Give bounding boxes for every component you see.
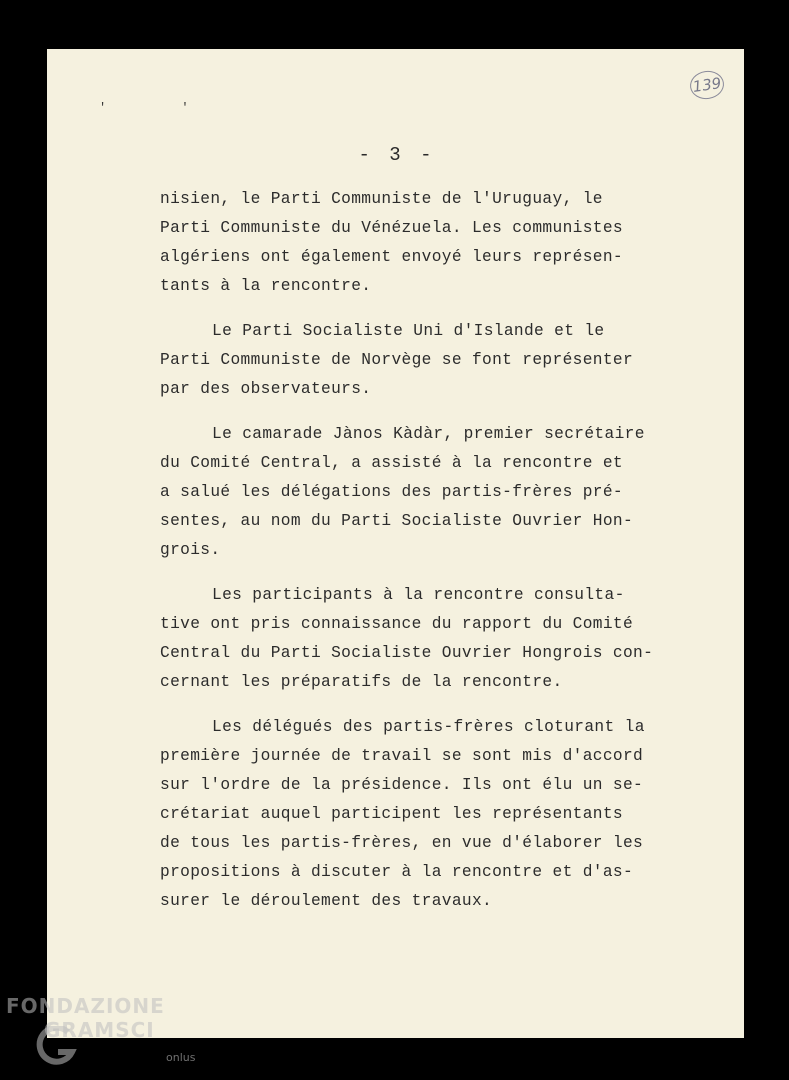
text-line: cernant les préparatifs de la rencontre. — [160, 673, 563, 691]
text-line: crétariat auquel participent les représentants — [160, 805, 623, 823]
text-line: Central du Parti Socialiste Ouvrier Hongrois con- — [160, 644, 654, 662]
text-line: première journée de travail se sont mis d'accord — [160, 747, 644, 765]
page-number: - 3 - — [358, 144, 436, 166]
text-line: algériens ont également envoyé leurs représen- — [160, 248, 623, 266]
text-line: grois. — [160, 541, 221, 559]
watermark-line-1: FONDAZIONE — [6, 994, 165, 1018]
text-line: propositions à discuter à la rencontre et d'as- — [160, 863, 634, 881]
text-line: nisien, le Parti Communiste de l'Uruguay, le — [160, 190, 603, 208]
text-line: tive ont pris connaissance du rapport du Comité — [160, 615, 634, 633]
text-line: sentes, au nom du Parti Socialiste Ouvrier Hon- — [160, 512, 634, 530]
text-line: Le camarade Jànos Kàdàr, premier secrétaire — [212, 425, 645, 443]
text-line: a salué les délégations des partis-frères pré- — [160, 483, 623, 501]
paragraph — [160, 317, 680, 404]
gramsci-logo-icon — [34, 1026, 78, 1066]
text-line: Le Parti Socialiste Uni d'Islande et le — [212, 322, 605, 340]
archive-number-stamp: 139 — [688, 69, 726, 101]
text-line: tants à la rencontre. — [160, 277, 372, 295]
paragraph — [160, 420, 680, 565]
body-text — [160, 185, 680, 932]
text-line: du Comité Central, a assisté à la rencontre et — [160, 454, 623, 472]
text-line: Les délégués des partis-frères cloturant la — [212, 718, 645, 736]
paragraph — [160, 713, 680, 916]
document-page — [47, 49, 744, 1038]
text-line: Parti Communiste de Norvège se font représenter — [160, 351, 634, 369]
text-line: sur l'ordre de la présidence. Ils ont élu un se- — [160, 776, 644, 794]
paragraph — [160, 185, 680, 301]
text-line: de tous les partis-frères, en vue d'élaborer les — [160, 834, 644, 852]
paragraph — [160, 581, 680, 697]
text-line: par des observateurs. — [160, 380, 372, 398]
margin-marks: ' ' — [99, 101, 223, 115]
fondazione-gramsci-watermark — [6, 994, 206, 1064]
watermark-line-2: GRAMSCI — [44, 1018, 155, 1042]
text-line: Parti Communiste du Vénézuela. Les communistes — [160, 219, 623, 237]
watermark-onlus: onlus — [166, 1051, 196, 1064]
text-line: surer le déroulement des travaux. — [160, 892, 493, 910]
text-line: Les participants à la rencontre consulta- — [212, 586, 625, 604]
